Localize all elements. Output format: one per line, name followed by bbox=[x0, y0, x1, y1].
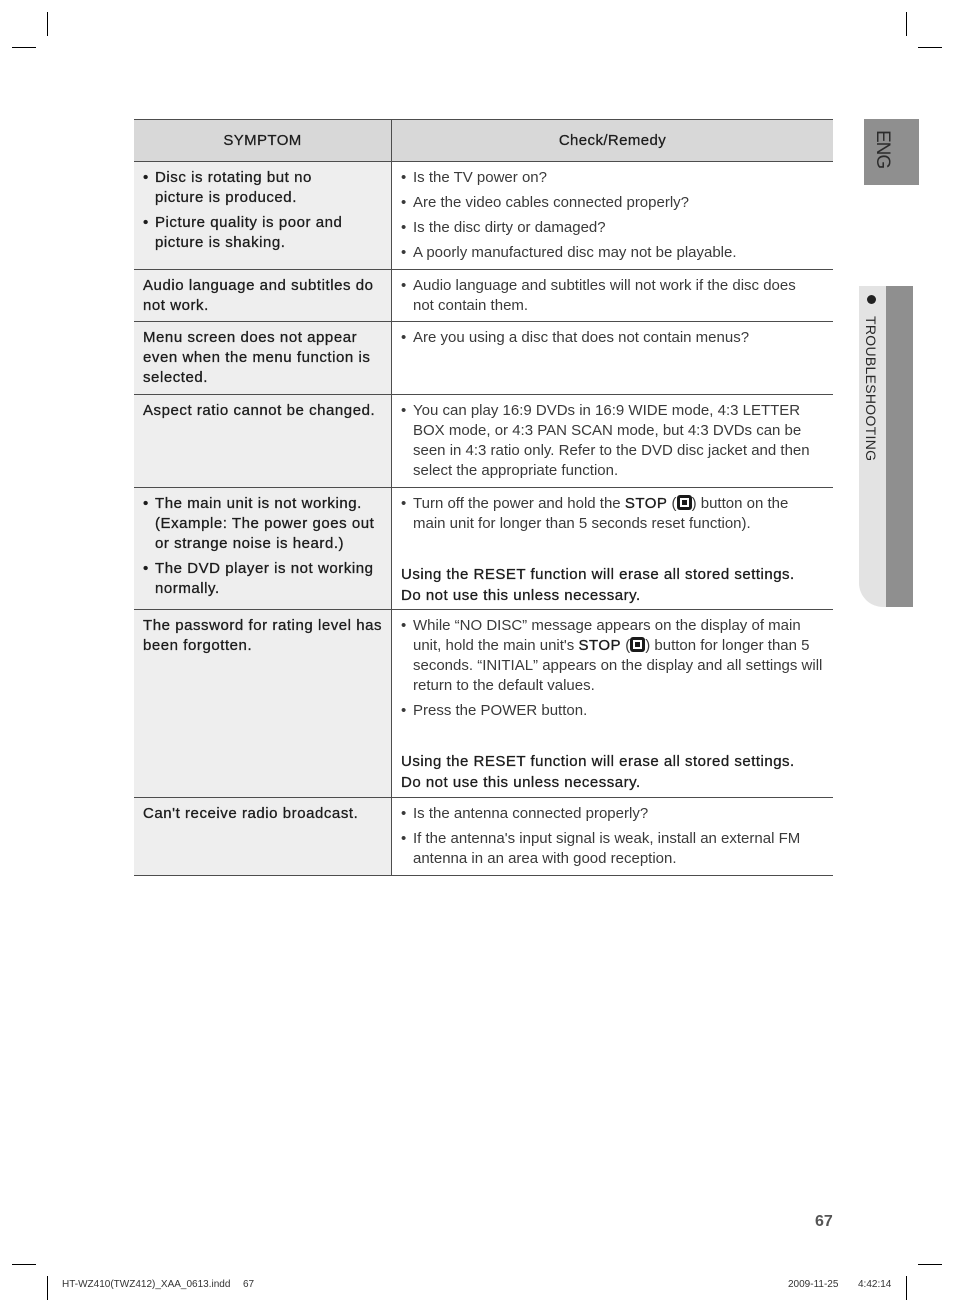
text-line: While “NO DISC” message appears on the display of main bbox=[413, 617, 801, 634]
text-segment: unit, hold the main unit's bbox=[413, 637, 579, 654]
language-label: ENG bbox=[872, 130, 893, 169]
troubleshooting-table bbox=[134, 119, 833, 876]
symptom-cell bbox=[134, 610, 391, 797]
symptom-item bbox=[143, 168, 391, 208]
remedy-cell bbox=[391, 322, 833, 394]
remedy-text bbox=[413, 243, 737, 263]
stop-icon bbox=[630, 637, 645, 652]
symptom-cell bbox=[134, 488, 391, 609]
remedy-text bbox=[413, 616, 822, 696]
symptom-item bbox=[143, 213, 391, 253]
bullet: • bbox=[143, 560, 149, 577]
text-line: seconds. “INITIAL” appears on the display and all settings will bbox=[413, 657, 823, 674]
text-line: picture is produced. bbox=[155, 189, 297, 206]
remedy-cell bbox=[391, 162, 833, 269]
text-segment: Turn off the power and hold the bbox=[413, 495, 625, 512]
remedy-item bbox=[401, 243, 833, 263]
language-tab bbox=[864, 119, 919, 185]
bullet: • bbox=[401, 617, 407, 634]
remedy-item bbox=[401, 616, 833, 696]
symptom-cell bbox=[134, 322, 391, 394]
remedy-cell bbox=[391, 610, 833, 797]
symptom-item bbox=[143, 559, 391, 599]
text-line: Do not use this unless necessary. bbox=[401, 774, 641, 791]
bullet: • bbox=[401, 219, 407, 236]
remedy-header: Check/Remedy bbox=[391, 120, 833, 161]
text-line: The password for rating level has bbox=[143, 617, 383, 634]
bullet: • bbox=[401, 830, 407, 847]
remedy-cell bbox=[391, 798, 833, 875]
remedy-text bbox=[413, 193, 689, 213]
remedy-cell bbox=[391, 488, 833, 609]
footer-page: 67 bbox=[243, 1279, 255, 1290]
crop-mark bbox=[918, 47, 942, 48]
bullet: • bbox=[143, 169, 149, 186]
section-label: TROUBLESHOOTING bbox=[863, 316, 879, 462]
symptom-text bbox=[155, 168, 312, 208]
remedy-item bbox=[401, 804, 833, 824]
text-line: Is the TV power on? bbox=[413, 169, 547, 186]
text-line: (Example: The power goes out bbox=[155, 515, 375, 532]
text-line: Using the RESET function will erase all stored settings. bbox=[401, 566, 795, 583]
remedy-text bbox=[413, 701, 587, 721]
remedy-text bbox=[413, 328, 749, 348]
text-line: You can play 16:9 DVDs in 16:9 WIDE mode, 4:3 LETTER bbox=[413, 402, 801, 419]
symptom-header: SYMPTOM bbox=[134, 120, 391, 161]
table-row bbox=[134, 161, 833, 269]
text-line: return to the default values. bbox=[413, 677, 595, 694]
text-line: select the appropriate function. bbox=[413, 462, 619, 479]
symptom-item bbox=[143, 494, 391, 554]
remedy-item bbox=[401, 701, 833, 721]
remedy-text bbox=[413, 494, 788, 534]
remedy-item bbox=[401, 829, 833, 869]
remedy-cell bbox=[391, 270, 833, 321]
bullet: • bbox=[401, 702, 407, 719]
symptom-cell bbox=[134, 798, 391, 875]
text-line: or strange noise is heard.) bbox=[155, 535, 345, 552]
text-line: normally. bbox=[155, 580, 220, 597]
table-row bbox=[134, 394, 833, 487]
text-line: Press the POWER button. bbox=[413, 702, 588, 719]
text-line: seen in 4:3 ratio only. Refer to the DVD disc jacket and then bbox=[413, 442, 810, 459]
footer-date: 2009-11-25 bbox=[788, 1279, 839, 1290]
page-number: 67 bbox=[815, 1213, 833, 1230]
text-line: The DVD player is not working bbox=[155, 560, 374, 577]
text-segment: ( bbox=[667, 495, 677, 512]
text-line: selected. bbox=[143, 369, 208, 386]
reset-warning bbox=[401, 751, 833, 793]
text-line: Aspect ratio cannot be changed. bbox=[143, 402, 376, 419]
table-row bbox=[134, 321, 833, 394]
text-segment: ) button on the bbox=[691, 495, 789, 512]
symptom-text bbox=[143, 276, 391, 316]
text-line: picture is shaking. bbox=[155, 234, 286, 251]
section-tab bbox=[859, 286, 913, 607]
stop-icon-inner bbox=[633, 640, 642, 649]
text-line: been forgotten. bbox=[143, 637, 253, 654]
remedy-item bbox=[401, 401, 833, 481]
text-line: not contain them. bbox=[413, 297, 529, 314]
remedy-text bbox=[413, 276, 796, 316]
bullet: • bbox=[401, 495, 407, 512]
crop-mark bbox=[12, 1264, 36, 1265]
table-row bbox=[134, 269, 833, 321]
bullet: • bbox=[401, 194, 407, 211]
bullet: • bbox=[143, 214, 149, 231]
remedy-item bbox=[401, 168, 833, 188]
bullet: • bbox=[401, 169, 407, 186]
text-line bbox=[413, 636, 822, 656]
text-line: Are the video cables connected properly? bbox=[413, 194, 690, 211]
text-line bbox=[413, 494, 788, 514]
remedy-cell bbox=[391, 395, 833, 487]
text-segment: ( bbox=[621, 637, 631, 654]
text-line: antenna in an area with good reception. bbox=[413, 850, 677, 867]
text-line: even when the menu function is bbox=[143, 349, 371, 366]
footer-time: 4:42:14 bbox=[858, 1279, 892, 1290]
table-row bbox=[134, 797, 833, 876]
text-line: Do not use this unless necessary. bbox=[401, 587, 641, 604]
symptom-cell bbox=[134, 395, 391, 487]
text-line: BOX mode, or 4:3 PAN SCAN mode, but 4:3 DVDs can be bbox=[413, 422, 802, 439]
text-line: Are you using a disc that does not contain menus? bbox=[413, 329, 750, 346]
text-line: Can't receive radio broadcast. bbox=[143, 805, 359, 822]
text-line: A poorly manufactured disc may not be playable. bbox=[413, 244, 737, 261]
text-line: Audio language and subtitles do bbox=[143, 277, 374, 294]
symptom-text bbox=[143, 328, 391, 388]
crop-mark bbox=[906, 12, 907, 36]
remedy-item bbox=[401, 494, 833, 534]
symptom-text bbox=[155, 559, 374, 599]
remedy-text bbox=[413, 168, 547, 188]
table-header-row bbox=[134, 119, 833, 161]
remedy-item bbox=[401, 218, 833, 238]
text-line: If the antenna's input signal is weak, install an external FM bbox=[413, 830, 801, 847]
remedy-text bbox=[413, 804, 648, 824]
text-line: Is the antenna connected properly? bbox=[413, 805, 649, 822]
text-line: Picture quality is poor and bbox=[155, 214, 343, 231]
stop-button-label: STOP bbox=[578, 637, 622, 654]
bullet: • bbox=[401, 402, 407, 419]
text-line: Using the RESET function will erase all stored settings. bbox=[401, 753, 795, 770]
symptom-text bbox=[143, 401, 391, 421]
symptom-text bbox=[143, 804, 391, 824]
stop-icon-inner bbox=[680, 498, 689, 507]
remedy-item bbox=[401, 193, 833, 213]
remedy-text bbox=[413, 401, 810, 481]
text-line: main unit for longer than 5 seconds reset function). bbox=[413, 515, 751, 532]
text-line: The main unit is not working. bbox=[155, 495, 362, 512]
stop-button-label: STOP bbox=[624, 495, 668, 512]
text-segment: ) button for longer than 5 bbox=[645, 637, 810, 654]
remedy-text bbox=[413, 829, 800, 869]
symptom-cell bbox=[134, 270, 391, 321]
reset-warning bbox=[401, 564, 833, 606]
remedy-text bbox=[413, 218, 606, 238]
bullet: • bbox=[401, 805, 407, 822]
text-line: Is the disc dirty or damaged? bbox=[413, 219, 606, 236]
crop-mark bbox=[918, 1264, 942, 1265]
remedy-item bbox=[401, 276, 833, 316]
table-row bbox=[134, 487, 833, 609]
symptom-text bbox=[155, 494, 374, 554]
text-line: not work. bbox=[143, 297, 209, 314]
section-tab-strip bbox=[886, 286, 913, 607]
bullet: • bbox=[401, 329, 407, 346]
dot-icon bbox=[867, 295, 876, 304]
crop-mark bbox=[906, 1276, 907, 1300]
footer-filename: HT-WZ410(TWZ412)_XAA_0613.indd bbox=[62, 1279, 231, 1290]
bullet: • bbox=[401, 277, 407, 294]
bullet: • bbox=[401, 244, 407, 261]
text-line: Menu screen does not appear bbox=[143, 329, 358, 346]
symptom-cell bbox=[134, 162, 391, 269]
symptom-text bbox=[155, 213, 342, 253]
crop-mark bbox=[47, 12, 48, 36]
bullet: • bbox=[143, 495, 149, 512]
crop-mark bbox=[12, 47, 36, 48]
crop-mark bbox=[47, 1276, 48, 1300]
text-line: Audio language and subtitles will not work if the disc does bbox=[413, 277, 796, 294]
remedy-item bbox=[401, 328, 833, 348]
stop-icon bbox=[677, 495, 692, 510]
text-line: Disc is rotating but no bbox=[155, 169, 312, 186]
symptom-text bbox=[143, 616, 391, 656]
table-row bbox=[134, 609, 833, 797]
